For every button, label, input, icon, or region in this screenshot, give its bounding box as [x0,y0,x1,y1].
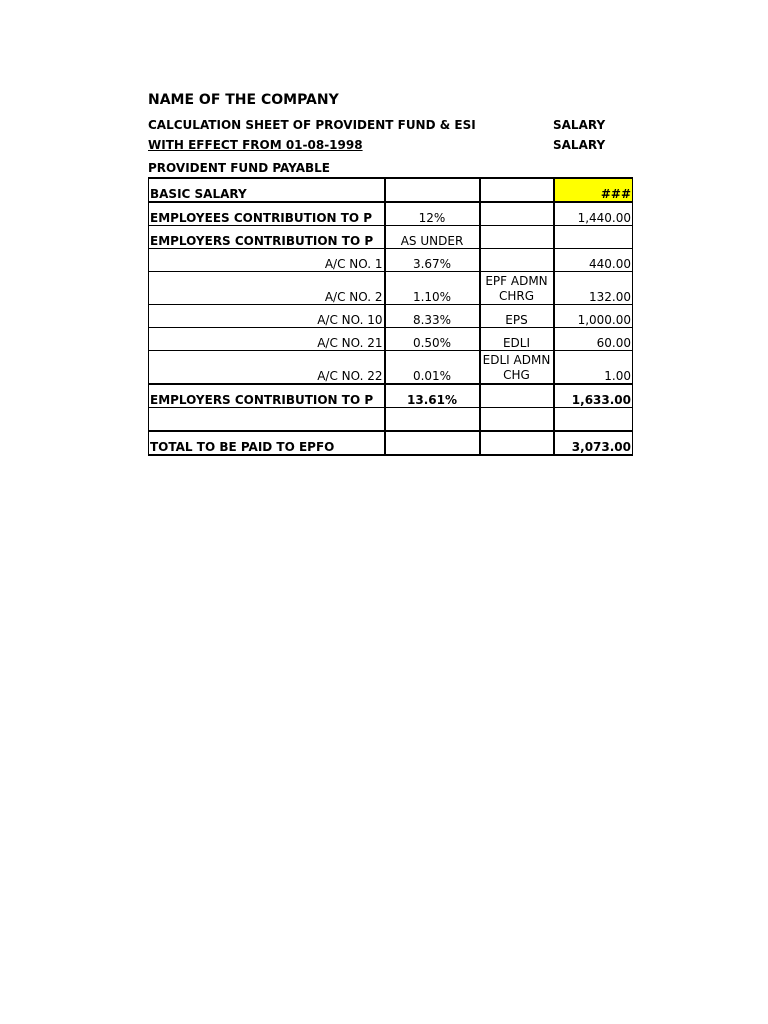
table-row [149,305,633,328]
table-row [149,178,633,202]
row-rate[interactable]: 0.01% [385,351,480,385]
row-amount[interactable]: 1,440.00 [554,202,633,226]
employers-total-amount[interactable]: 1,633.00 [554,384,633,408]
row-rate[interactable]: 8.33% [385,305,480,328]
row-rate[interactable]: 1.10% [385,272,480,305]
row-amount[interactable] [554,226,633,249]
table-row [149,202,633,226]
row-desc[interactable]: EPF ADMN CHRG [480,272,554,305]
row-desc[interactable] [480,408,554,432]
row-label[interactable]: EMPLOYEES CONTRIBUTION TO P [149,202,385,226]
table-row [149,351,633,385]
row-label[interactable]: A/C NO. 21 [149,328,385,351]
row-label[interactable]: TOTAL TO BE PAID TO EPFO [149,431,385,455]
table-row [149,431,633,455]
table-row [149,272,633,305]
table-row [149,384,633,408]
row-desc[interactable] [480,178,554,202]
effect-date-line: WITH EFFECT FROM 01-08-1998 [148,138,363,152]
row-label[interactable]: A/C NO. 1 [149,249,385,272]
row-desc[interactable]: EDLI ADMN CHG [480,351,554,385]
row-label[interactable]: A/C NO. 10 [149,305,385,328]
row-rate[interactable]: 0.50% [385,328,480,351]
table-row [149,226,633,249]
effect-right-label: SALARY [553,138,606,152]
row-label[interactable]: A/C NO. 2 [149,272,385,305]
total-epfo-amount[interactable]: 3,073.00 [554,431,633,455]
row-desc[interactable]: EPS [480,305,554,328]
company-name: NAME OF THE COMPANY [148,92,339,108]
table-row [149,408,633,432]
row-desc[interactable] [480,384,554,408]
row-label[interactable] [149,408,385,432]
calc-sheet-right-label: SALARY [553,118,606,132]
row-amount[interactable]: 440.00 [554,249,633,272]
row-rate[interactable] [385,408,480,432]
row-amount[interactable]: 132.00 [554,272,633,305]
row-amount[interactable]: 60.00 [554,328,633,351]
row-rate[interactable]: 13.61% [385,384,480,408]
row-amount[interactable]: 1,000.00 [554,305,633,328]
row-desc[interactable] [480,431,554,455]
table-row [149,328,633,351]
row-label[interactable]: A/C NO. 22 [149,351,385,385]
row-desc[interactable] [480,249,554,272]
row-amount[interactable] [554,408,633,432]
section-title: PROVIDENT FUND PAYABLE [148,161,331,175]
calc-sheet-title: CALCULATION SHEET OF PROVIDENT FUND & ESI [148,118,476,132]
row-rate[interactable]: AS UNDER [385,226,480,249]
pf-table [148,177,633,456]
row-rate[interactable] [385,178,480,202]
row-desc[interactable] [480,202,554,226]
row-rate[interactable] [385,431,480,455]
row-label[interactable]: EMPLOYERS CONTRIBUTION TO P [149,226,385,249]
row-desc[interactable] [480,226,554,249]
row-rate[interactable]: 3.67% [385,249,480,272]
basic-salary-amount[interactable]: ### [554,178,633,202]
row-rate[interactable]: 12% [385,202,480,226]
row-desc[interactable]: EDLI [480,328,554,351]
row-label[interactable]: BASIC SALARY [149,178,385,202]
table-row [149,249,633,272]
row-label[interactable]: EMPLOYERS CONTRIBUTION TO P [149,384,385,408]
row-amount[interactable]: 1.00 [554,351,633,385]
